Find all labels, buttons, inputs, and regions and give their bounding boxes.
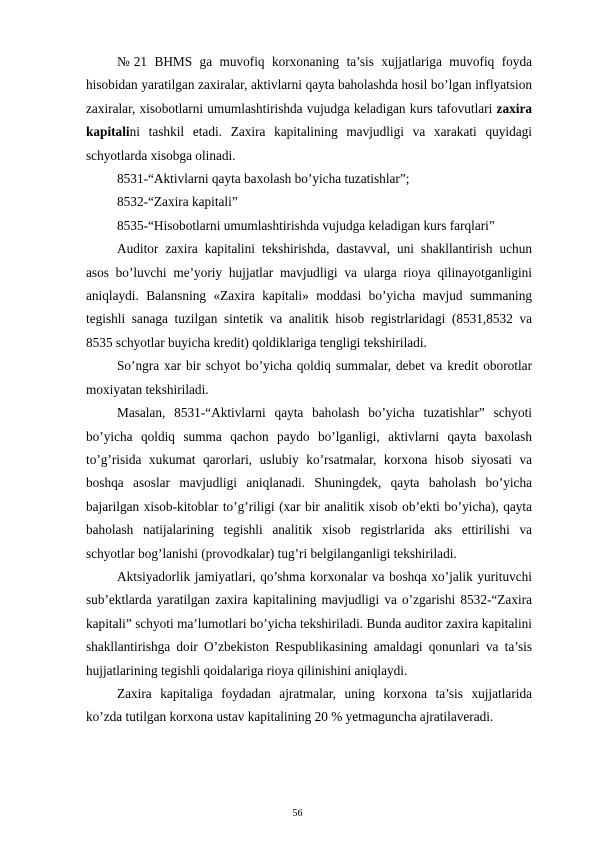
account-8532-line: 8532-“Zaxira kapitali” xyxy=(117,194,238,210)
paragraph-auditor-check: Auditor zaxira kapitalini tekshirishda, dastavval, uni shakllantirish uchun asos bo’luvchi me’yoriy hujjatlar mavjudligi va ularga rioya qilinayotganligini aniqlaydi. Balansning «Zaxira kapitali» moddasi bo’yicha mavjud summaning tegishli sanaga tuzilgan sintetik va analitik hisob registrlaridagi (8531,8532 va 8535 schyotlar buyicha kredit) qoldiklariga tengligi tekshiriladi. xyxy=(86,241,532,350)
document-page xyxy=(86,50,532,729)
paragraph-joint-stock: Aktsiyadorlik jamiyatlari, qo’shma korxonalar va boshqa xo’jalik yurituvchi sub’ektlarda yaratilgan zaxira kapitalining mavjudligi va o’zgarishi 8532-“Zaxira kapitali” schyoti ma’lumotlari bo’yicha tekshiriladi. Bunda auditor zaxira kapitalini shakllantirishga doir O’zbekiston Respublikasining amaldagi qonunlari va ta’sis hujjatlarining tegishli qoidalariga rioya qilinishini aniqlaydi. xyxy=(86,568,532,678)
paragraph-balances: So’ngra xar bir schyot bo’yicha qoldiq summalar, debet va kredit oborotlar moxiyatan tekshiriladi. xyxy=(86,358,532,397)
account-8535-line: 8535-“Hisobotlarni umumlashtirishda vujudga keladigan kurs farqlari” xyxy=(117,217,495,233)
page-number: 56 xyxy=(292,808,303,819)
intro-text-start: №21 BHMS ga muvofiq korxonaning ta’sis xujjatlariga muvofiq foyda hisobidan yaratilgan zaxiralar, aktivlarni qayta baholashda hosil bo’lgan inflyatsion zaxiralar, xisobotlarni umumlashtirishda vujudga keladigan kurs tafovutlari xyxy=(86,54,532,116)
paragraph-example-8531: Masalan, 8531-“Aktivlarni qayta baholash bo’yicha tuzatishlar” schyoti bo’yicha qoldiq summa qachon paydo bo’lganligi, aktivlarni qayta baxolash to’g’risida xukumat qarorlari, uslubiy ko’rsatmalar, korxona hisob siyosati va boshqa asoslar mavjudligi aniqlanadi. Shuningdek, qayta baholash bo’yicha bajarilgan xisob-kitoblar to’g’riligi (xar bir analitik xisob ob’ekti bo’yicha), qayta baholash natijalarining tegishli analitik xisob registrlarida aks ettirilishi va schyotlar bog’lanishi (provodkalar) tug’ri belgilanganligi tekshiriladi. xyxy=(86,405,532,561)
bold-term-zaxira-kapitali: zaxira kapitali xyxy=(86,100,532,140)
paragraph-intro xyxy=(86,50,532,167)
intro-text-end: ni tashkil etadi. Zaxira kapitalining mavjudligi va xarakati quyidagi schyotlarda xisobga olinadi. xyxy=(86,124,532,163)
paragraph-allocations: Zaxira kapitaliga foydadan ajratmalar, uning korxona ta’sis xujjatlarida ko’zda tutilgan korxona ustav kapitalining 20 % yetmaguncha ajratilaveradi. xyxy=(86,685,532,725)
account-8531-line: 8531-“Aktivlarni qayta baxolash bo’yicha tuzatishlar”; xyxy=(117,171,410,187)
